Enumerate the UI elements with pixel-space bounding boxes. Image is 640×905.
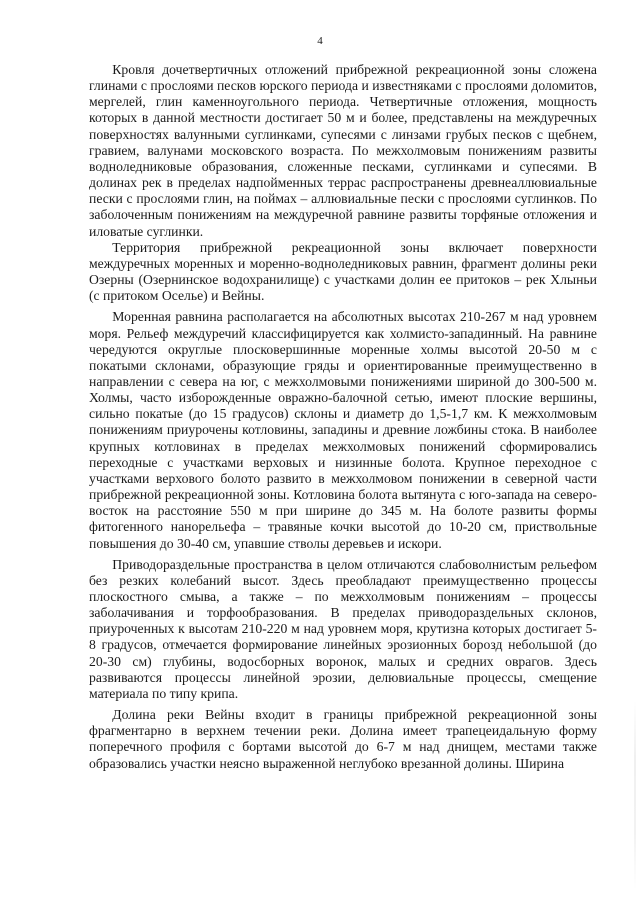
body-text — [89, 62, 597, 772]
paragraph-moraine-plain: Моренная равнина располагается на абсолютных высотах 210-267 м над уровнем моря. Рельеф междуречий классифицируется как холмисто-западинный. На равнине чередуются округлые плосковершинные моренные холмы высотой 20-50 м с покатыми склонами, образующие гряды и ориентированные преимущественно в направлении с севера на юг, с межхолмовыми понижениями шириной до 300-500 м. Холмы, часто изборожденные овражно-балочной сетью, имеют плоские вершины, сильно покатые (до 15 градусов) склоны и диаметр до 1,5-1,7 км. К межхолмовым понижениям приурочены котловины, западины и древние ложбины стока. В наиболее крупных котловинах в пределах межхолмовых понижений сформировались переходные с участками верховых и низинные болота. Крупное переходное с участками верхового болото развито в межхолмовом понижении в северной части прибрежной рекреационной зоны. Котловина болота вытянута с юго-запада на северо-восток на расстояние 550 м при ширине до 345 м. На болоте развиты формы фитогенного нанорельефа – травяные кочки высотой до 10-20 см, приствольные повышения до 30-40 см, упавшие стволы деревьев и искори. — [89, 309, 597, 551]
paragraph-bedrock: Кровля дочетвертичных отложений прибрежной рекреационной зоны сложена глинами с прослоями песков юрского периода и известняками с прослоями доломитов, мергелей, глин каменноугольного периода. Четвертичные отложения, мощность которых в данной местности достигает 50 м и более, представлены на междуречных поверхностях валунными суглинками, супесями с линзами грубых песков с щебнем, гравием, валунами московского возраста. По межхолмовым понижениям развиты водноледниковые образования, сложенные песками, суглинками и супесями. В долинах рек в пределах надпойменных террас распространены древнеаллювиальные пески с прослоями глин, на поймах – аллювиальные пески с прослоями суглинков. По заболоченным понижениям на междуречной равнине развиты торфяные отложения и иловатые суглинки. — [89, 62, 597, 239]
scan-edge-shadow — [634, 700, 636, 890]
page-number: 4 — [317, 35, 323, 47]
paragraph-veyna-valley: Долина реки Вейны входит в границы прибрежной рекреационной зоны фрагментарно в верхнем течении реки. Долина имеет трапецеидальную форму поперечного профиля с бортами высотой до 6-7 м над днищем, местами также образовались участки неясно выраженной неглубоко врезанной долины. Ширина — [89, 707, 597, 771]
paragraph-watershed: Приводораздельные пространства в целом отличаются слабоволнистым рельефом без резких колебаний высот. Здесь преобладают преимущественно процессы плоскостного смыва, а также – по межхолмовым понижениям – процессы заболачивания и торфообразования. В пределах приводораздельных склонов, приуроченных к высотам 210-220 м над уровнем моря, крутизна которых достигает 5-8 градусов, отмечается формирование линейных эрозионных борозд небольшой (до 20-30 см) глубины, водосборных воронок, малых и средних оврагов. Здесь развиваются процессы линейной эрозии, делювиальные процессы, смещение материала по типу крипа. — [89, 556, 597, 701]
paragraph-territory: Территория прибрежной рекреационной зоны включает поверхности междуречных моренных и моренно-водноледниковых равнин, фрагмент долины реки Озерны (Озернинское водохранилище) с участками долин ее притоков – рек Хлыньи (с притоком Оселье) и Вейны. — [89, 239, 597, 304]
